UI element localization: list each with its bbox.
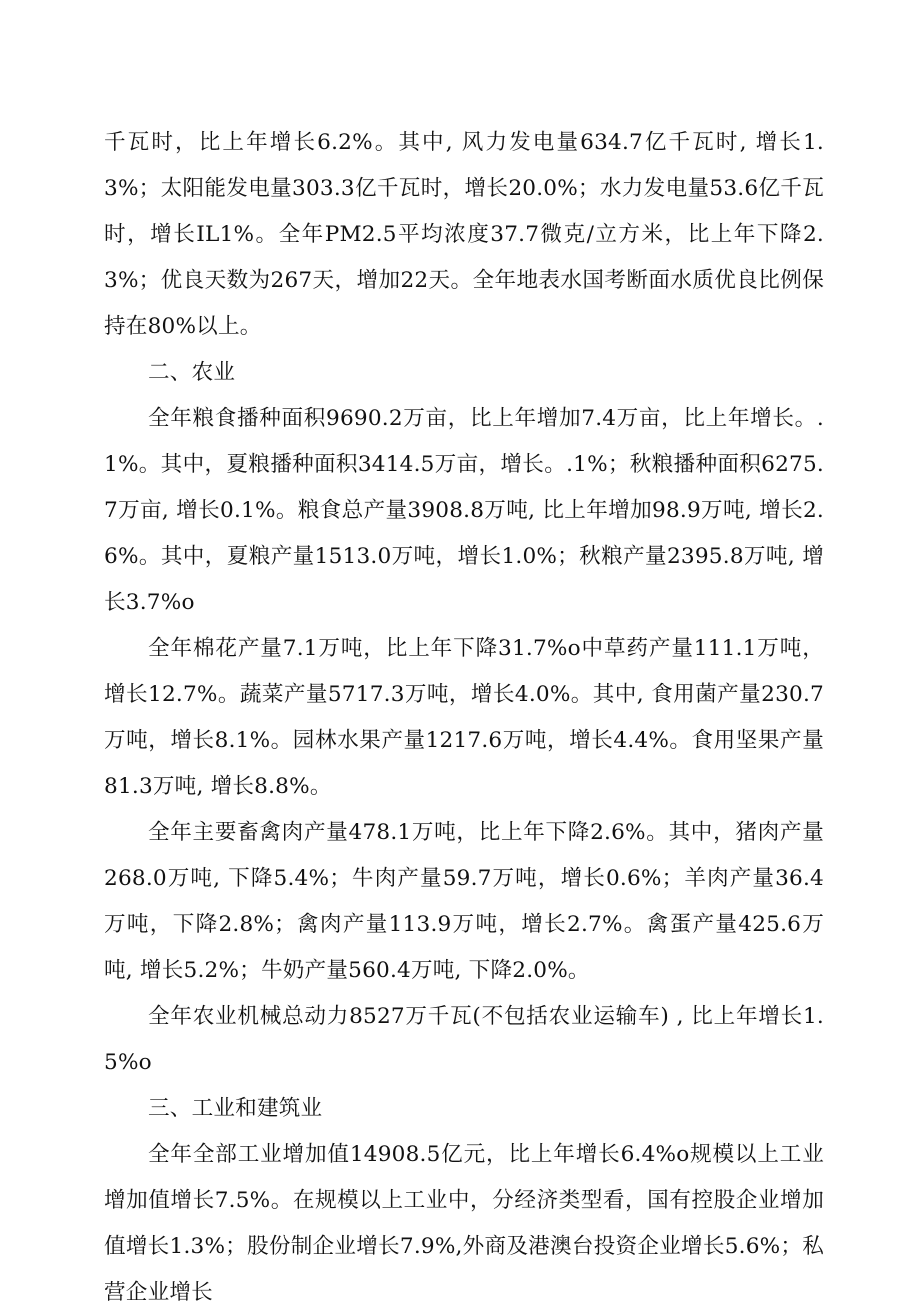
- paragraph-livestock: 全年主要畜禽肉产量478.1万吨，比上年下降2.6%。其中，猪肉产量268.0万吨, 下降5.4%；牛肉产量59.7万吨，增长0.6%；羊肉产量36.4万吨，下降2.8%；禽肉产量113.9万吨，增长2.7%。禽蛋产量425.6万吨, 增长5.2%；牛奶产量560.4万吨, 下降2.0%。: [104, 820, 824, 983]
- section-heading-agriculture: 二、农业: [148, 360, 236, 385]
- paragraph-crops: 全年棉花产量7.1万吨，比上年下降31.7%o中草药产量111.1万吨，增长12.7%。蔬菜产量5717.3万吨，增长4.0%。其中, 食用菌产量230.7万吨，增长8.1%。园林水果产量1217.6万吨，增长4.4%。食用坚果产量81.3万吨, 增长8.8%。: [104, 636, 824, 799]
- paragraph-machinery: 全年农业机械总动力8527万千瓦(不包括农业运输车) , 比上年增长1.5%o: [104, 1004, 824, 1075]
- document-body: [104, 120, 824, 1316]
- paragraph-industry: 全年全部工业增加值14908.5亿元，比上年增长6.4%o规模以上工业增加值增长7.5%。在规模以上工业中，分经济类型看，国有控股企业增加值增长1.3%；股份制企业增长7.9%,外商及港澳台投资企业增长5.6%；私营企业增长: [104, 1142, 824, 1305]
- paragraph-grain: 全年粮食播种面积9690.2万亩，比上年增加7.4万亩，比上年增长。. 1%。其中，夏粮播种面积3414.5万亩，增长。.1%；秋粮播种面积6275.7万亩, 增长0.1%。粮食总产量3908.8万吨, 比上年增加98.9万吨, 增长2.6%。其中，夏粮产量1513.0万吨，增长1.0%；秋粮产量2395.8万吨, 增长3.7%o: [104, 406, 824, 615]
- paragraph-energy-environment: 千瓦时，比上年增长6.2%。其中, 风力发电量634.7亿千瓦时, 增长1.3%；太阳能发电量303.3亿千瓦时，增长20.0%；水力发电量53.6亿千瓦时，增长IL1%。全年PM2.5平均浓度37.7微克/立方米，比上年下降2.3%；优良天数为267天，增加22天。全年地表水国考断面水质优良比例保持在80%以上。: [104, 130, 824, 339]
- section-heading-industry: 三、工业和建筑业: [148, 1096, 323, 1121]
